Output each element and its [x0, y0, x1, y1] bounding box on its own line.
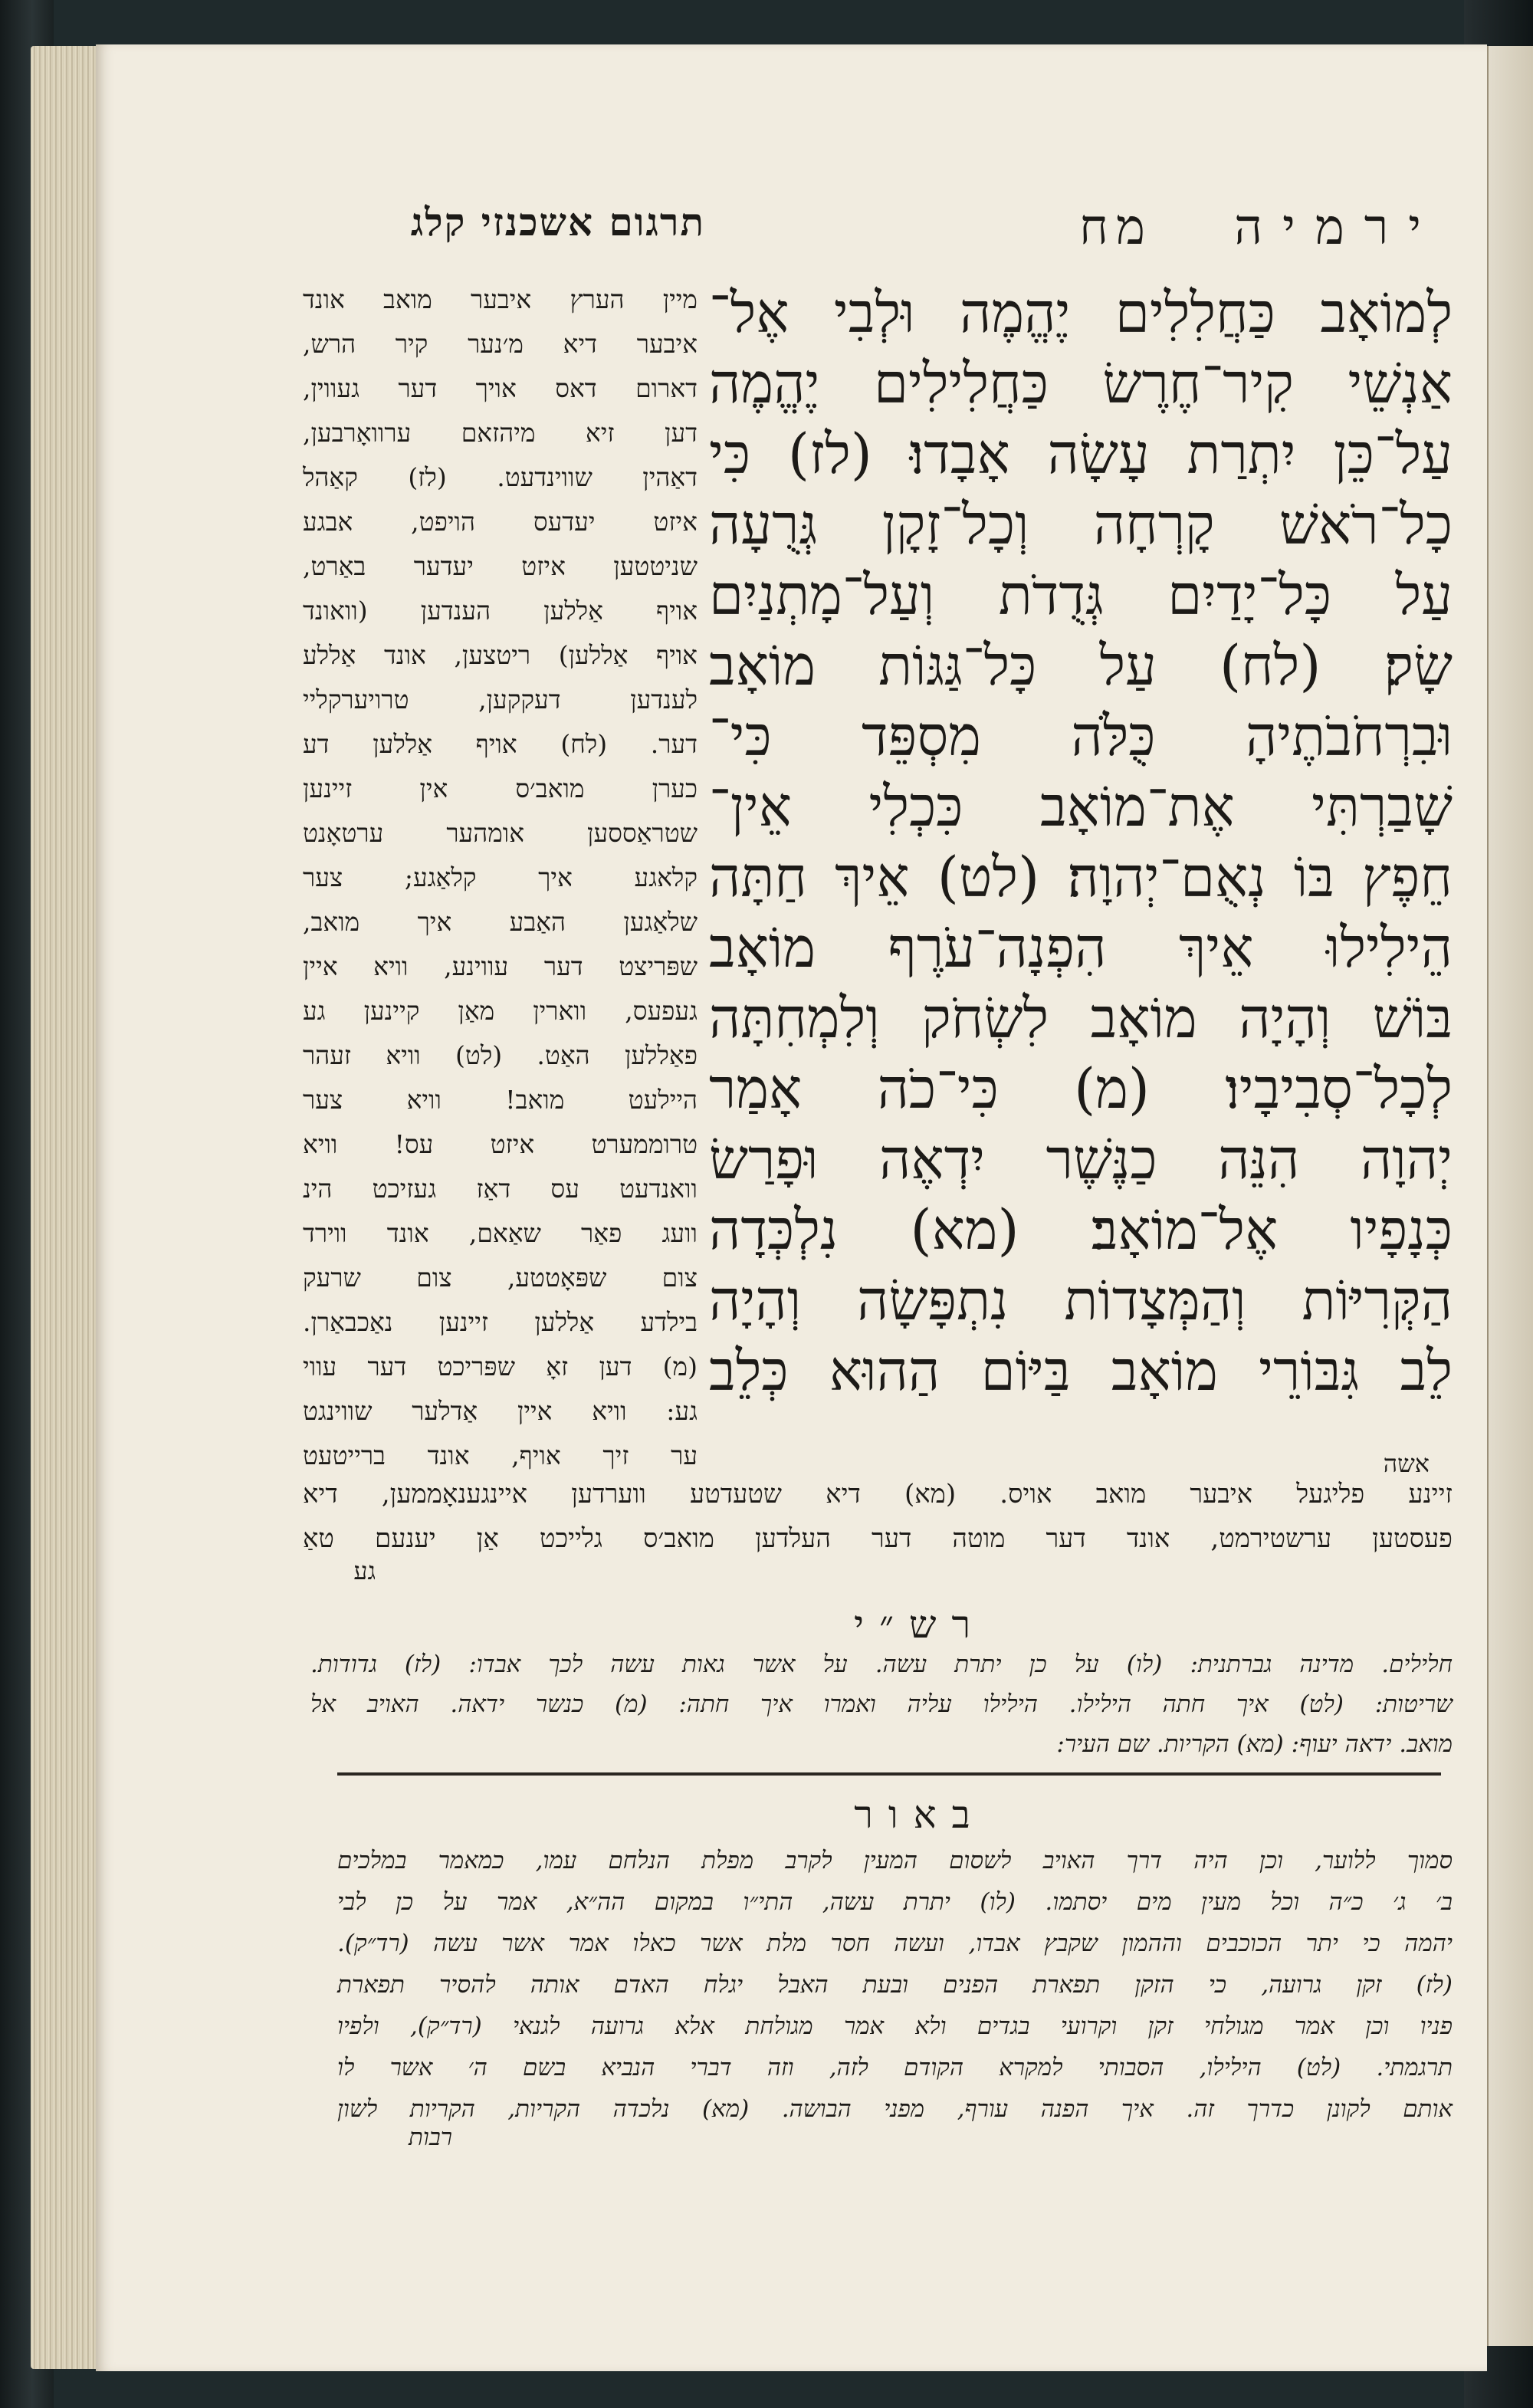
chapter-number: מח: [1079, 199, 1153, 256]
translation-line: דען זיא מיהזאם ערוואָרבען,: [303, 418, 698, 448]
verse-line: כָל־רֹאשׁ קָרְחָה וְכָל־זָקָן גְּרֻעָה: [709, 492, 1453, 557]
biur-commentary: [337, 1840, 1453, 2130]
translation-catchword: גע: [353, 1556, 376, 1585]
verse-line: עַל־כֵּן יִתְרַת עָשָׂה אָבָדוּ׃ (לז) כִּי: [709, 422, 1453, 486]
translation-line: אויף אַללען הענדען (וואונד: [303, 596, 698, 626]
book-title: ירמיה: [1234, 199, 1441, 256]
biur-line: (לז) זקן גרועה, כי הזקן תפארת הפנים ובעת האבל יגלח האדם אותה להסיר תפארת: [337, 1971, 1453, 1999]
verse-line: הֵילִילוּ אֵיךְ הִפְנָה־עֹרֶף מוֹאָב: [709, 915, 1453, 980]
running-header-translation: תרגום אשכנזי קלג: [410, 199, 705, 245]
rashi-heading: רש״י: [853, 1602, 986, 1647]
translation-line: שלאַגען האַבע איך מואב,: [303, 907, 698, 937]
verse-line: שָׂק׃ (לח) עַל כָּל־גַּגּוֹת מוֹאָב: [709, 633, 1453, 698]
rashi-line: שריטות: (לט) איך חתה הילילו. הילילו עליה ואמרו איך חתה: (מ) כנשר ידאה. האויב אל: [310, 1690, 1453, 1718]
translation-line: לענדען דעקקען, טרויערקליי: [303, 685, 698, 715]
translation-line: שניטטען איזט יעדער באַרט,: [303, 551, 698, 581]
translation-line: קלאגע איך קלאַגע; צער: [303, 862, 698, 892]
verse-line: לֵב גִּבּוֹרֵי מוֹאָב בַּיּוֹם הַהוּא כְּלֵב: [709, 1339, 1453, 1403]
verse-line: עַל כָּל־יָדַיִם גְּדֻדֹת וְעַל־מָתְנַיִם: [709, 563, 1453, 627]
translation-line: שפּריצט דער עווינע, וויא איין: [303, 951, 698, 981]
translation-line: דער. (לח) אויף אַללען דע: [303, 729, 698, 759]
running-header-book: [858, 199, 1441, 268]
translation-line: (מ) דען זאָ שפּריכט דער עווי: [303, 1352, 698, 1381]
yiddish-translation-column: [303, 278, 698, 1470]
translation-line: דארום דאס אויך דער געווין,: [303, 373, 698, 403]
rashi-commentary: [310, 1644, 1453, 1764]
biur-line: תרגמתי. (לט) הילילו, הסבותי למקרא הקודם לזה, וזה דברי הנביא בשם ה׳ אשר לו: [337, 2054, 1453, 2081]
translation-line: טרוממערט איזט עס! וויא: [303, 1129, 698, 1159]
verse-line: יְהוָה הִנֵּה כַנֶּשֶׁר יִדְאֶה וּפָרַשׂ: [709, 1127, 1453, 1191]
translation-line: היילעט מואב! וויא צער: [303, 1085, 698, 1115]
translation-line: ער זיך אויף, אונד ברייטעט: [303, 1441, 698, 1470]
translation-line: וועג פאַר שאַאם, אונד ווירד: [303, 1218, 698, 1248]
verse-line: וּבִרְחֹבֹתֶיהָ כֻּלֹּה מִסְפֵּד כִּי־: [709, 704, 1453, 768]
translation-line: איזט יעדעס הויפט, אבגע: [303, 507, 698, 537]
section-divider: [337, 1772, 1441, 1776]
verse-line: חֵפֶץ בּוֹ נְאֻם־יְהוָה׃ (לט) אֵיךְ חַתָּה: [709, 845, 1453, 909]
biur-catchword: רבות: [408, 2124, 452, 2151]
translation-line: פאַללען האַט. (לט) וויא זעהר: [303, 1040, 698, 1070]
verse-line: אַנְשֵׁי קִיר־חֶרֶשׂ כַּחֲלִילִים יֶהֱמֶה: [709, 351, 1453, 416]
translation-line: כערן מואב׳ס אין זיינען: [303, 774, 698, 803]
translation-line: אויף אַללען) ריטצען, אונד אַללע: [303, 640, 698, 670]
translation-line: מיין הערץ איבער מואב אונד: [303, 284, 698, 314]
verse-line: לְמוֹאָב כַּחֲלִלִים יֶהֱמֶה וּלְבִי אֶל־: [709, 281, 1453, 345]
translation-line: געפעס, ווארין מאַן קיינען גע: [303, 996, 698, 1026]
verse-line: כְּנָפָיו אֶל־מוֹאָב׃ (מא) נִלְכְּדָה: [709, 1197, 1453, 1262]
translation-line: דאַהין שווינדעט. (לז) קאַהל: [303, 462, 698, 492]
page-stack-edges: [31, 46, 103, 2369]
translation-line: וואנדעט עס דאַז געזיכט הינ: [303, 1174, 698, 1204]
verse-line: לְכָל־סְבִיבָיו׃ (מ) כִּי־כֹה אָמַר: [709, 1056, 1453, 1121]
biur-heading: באור: [854, 1792, 986, 1837]
hebrew-verse-column: [709, 278, 1453, 1443]
rashi-line: חלילים. מדינה גברתנית: (לו) על כן יתרת עשה. על אשר גאות עשה לכך אבדו: (לז) גדודות.: [310, 1651, 1453, 1678]
verse-line: הַקְּרִיּוֹת וְהַמְּצָדוֹת נִתְפָּשָׂה וְהָיָה: [709, 1268, 1453, 1332]
biur-line: סמוך ללוער, וכן היה דרך האויב לשסום המעין לקרב מפלת הנלחם עמו, כמאמר במלכים: [337, 1847, 1453, 1874]
facing-page-edge: [1487, 46, 1533, 2346]
biur-line: ב׳ ג׳ כ״ה וכל מעין מים יסתמו. (לו) יתרת עשה, התי״ו במקום הה״א, אמר על כן לבי: [337, 1888, 1453, 1916]
translation-continuation: [303, 1472, 1453, 1561]
translation-wide-line: פעסטען ערשטירמט, אונד דער מוטה דער העלדען מואב׳ס גלייכט אַן יענעם טאַ: [303, 1523, 1453, 1554]
rashi-line: מואב. ידאה יעוף: (מא) הקריות. שם העיר:: [1056, 1730, 1453, 1758]
translation-line: צום שפּאָטטע, צום שרעק: [303, 1263, 698, 1293]
biur-line: יהמה כי יתר הכוכבים וההמון שקבץ אבדו, ועשה חסר מלת אשר כאלו אמר אשר עשה (רד״ק).: [337, 1930, 1453, 1957]
verse-line: שָׁבַרְתִּי אֶת־מוֹאָב כִּכְלִי אֵין־: [709, 774, 1453, 839]
translation-line: גע: וויא איין אַדלער שווינגט: [303, 1396, 698, 1426]
verse-catchword: אשה: [1383, 1449, 1430, 1478]
translation-line: בילדע אַללען זיינען נאַכבאַרן.: [303, 1307, 698, 1337]
biur-line: אותם לקונן כדרך זה. איך הפנה עורף, מפני הבושה. (מא) נלכדה הקריות, הקריות לשון: [337, 2095, 1453, 2123]
translation-line: שטראַססען אומהער ערטאָנט: [303, 818, 698, 848]
biur-line: פניו וכן אמר מגולחי זקן וקרועי בגדים ולא אמר מגולחת אלא גרועה לגנאי (רד״ק), ולפיו: [337, 2012, 1453, 2040]
translation-line: איבער דיא מ׳נער קיר הרש,: [303, 329, 698, 359]
verse-line: בּוֹשׁ וְהָיָה מוֹאָב לִשְׂחֹק וְלִמְחִתָּה: [709, 986, 1453, 1050]
translation-wide-line: זיינע פליגעל איבער מואב אויס. (מא) דיא שטעדטע ווערדען איינגענאָממען, דיא: [303, 1479, 1453, 1510]
